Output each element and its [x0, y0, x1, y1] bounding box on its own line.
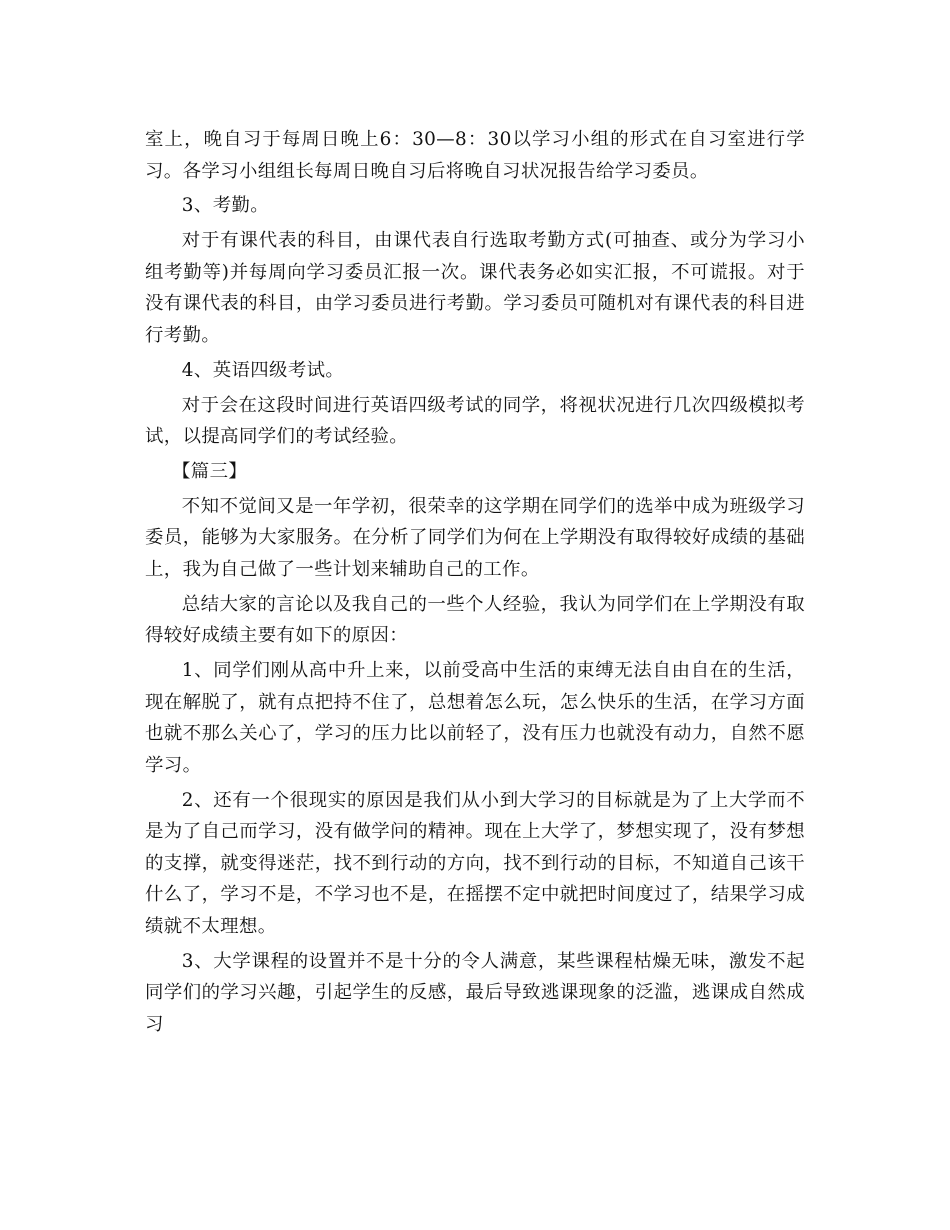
- paragraph-attendance: 对于有课代表的科目，由课代表自行选取考勤方式(可抽查、或分为学习小组考勤等)并每周向学习委员汇报一次。课代表务必如实汇报，不可谎报。对于没有课代表的科目，由学习委员进行考勤。学习委员可随机对有课代表的科目进行考勤。: [145, 230, 805, 346]
- paragraph-summary: 总结大家的言论以及我自己的一些个人经验，我认为同学们在上学期没有取得较好成绩主要有如下的原因：: [145, 593, 805, 647]
- item-heading-cet4: 4、英语四级考试。: [181, 359, 345, 381]
- paragraph-continuation: 室上，晚自习于每周日晚上6：30—8：30以学习小组的形式在自习室进行学习。各学习小组组长每周日晚自习后将晚自习状况报告给学习委员。: [145, 129, 805, 182]
- paragraph-intro: 不知不觉间又是一年学初，很荣幸的这学期在同学们的选举中成为班级学习委员，能够为大家服务。在分析了同学们为何在上学期没有取得较好成绩的基础上，我为自己做了一些计划来辅助自己的工作。: [145, 495, 805, 580]
- item-heading-attendance: 3、考勤。: [181, 195, 270, 217]
- paragraph-cet4: 对于会在这段时间进行英语四级考试的同学，将视状况进行几次四级模拟考试，以提高同学们的考试经验。: [145, 394, 805, 448]
- paragraph-reason-1: 1、同学们刚从高中升上来，以前受高中生活的束缚无法自由自在的生活，现在解脱了，就有点把持不住了，总想着怎么玩，怎么快乐的生活，在学习方面也就不那么关心了，学习的压力比以前轻了，没有压力也就没有动力，自然不愿学习。: [145, 660, 805, 776]
- document-body: [145, 124, 805, 1044]
- section-heading-part3: 【篇三】: [172, 460, 248, 482]
- paragraph-reason-3: 3、大学课程的设置并不是十分的令人满意，某些课程枯燥无味，激发不起同学们的学习兴趣，引起学生的反感，最后导致逃课现象的泛滥，逃课成自然成习: [145, 950, 805, 1035]
- paragraph-reason-2: 2、还有一个很现实的原因是我们从小到大学习的目标就是为了上大学而不是为了自己而学习，没有做学问的精神。现在上大学了，梦想实现了，没有梦想的支撑，就变得迷茫，找不到行动的方向，找不到行动的目标，不知道自己该干什么了，学习不是，不学习也不是，在摇摆不定中就把时间度过了，结果学习成绩就不太理想。: [145, 789, 805, 937]
